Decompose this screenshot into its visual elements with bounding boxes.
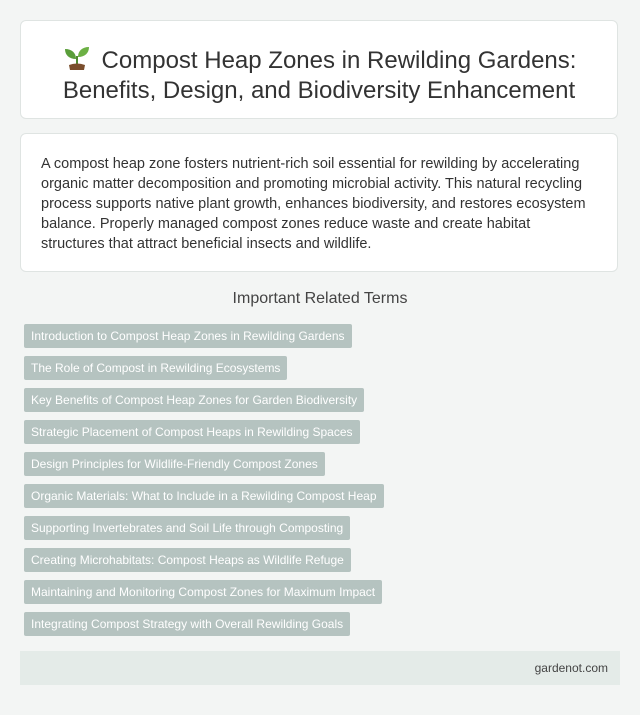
related-terms-list [24,324,384,644]
footer [20,651,620,685]
related-term-tag[interactable]: Design Principles for Wildlife-Friendly Compost Zones [24,452,325,476]
page-title-text: Compost Heap Zones in Rewilding Gardens: Benefits, Design, and Biodiversity Enhancement [62,47,577,104]
related-term-tag[interactable]: Introduction to Compost Heap Zones in Rewilding Gardens [24,324,352,348]
related-term-tag[interactable]: Key Benefits of Compost Heap Zones for Garden Biodiversity [24,388,364,412]
related-term-tag[interactable]: Supporting Invertebrates and Soil Life through Composting [24,516,350,540]
sprout-icon [62,45,92,71]
page-title [21,21,617,106]
related-term-tag[interactable]: Strategic Placement of Compost Heaps in Rewilding Spaces [24,420,360,444]
footer-site-link[interactable]: gardenot.com [534,661,608,675]
description-text: A compost heap zone fosters nutrient-rich soil essential for rewilding by accelerating organic matter decomposition and promoting microbial activity. This natural recycling process supports native plant growth, enhances biodiversity, and restores ecosystem balance. Properly managed compost zones reduce waste and create habitat structures that attract beneficial insects and wildlife. [41,156,586,252]
related-term-tag[interactable]: Integrating Compost Strategy with Overall Rewilding Goals [24,612,350,636]
description-card [20,133,618,272]
related-term-tag[interactable]: Creating Microhabitats: Compost Heaps as Wildlife Refuge [24,548,351,572]
related-terms-heading: Important Related Terms [232,290,408,307]
related-term-tag[interactable]: The Role of Compost in Rewilding Ecosystems [24,356,287,380]
related-term-tag[interactable]: Maintaining and Monitoring Compost Zones for Maximum Impact [24,580,382,604]
title-card [20,20,618,119]
related-term-tag[interactable]: Organic Materials: What to Include in a Rewilding Compost Heap [24,484,384,508]
